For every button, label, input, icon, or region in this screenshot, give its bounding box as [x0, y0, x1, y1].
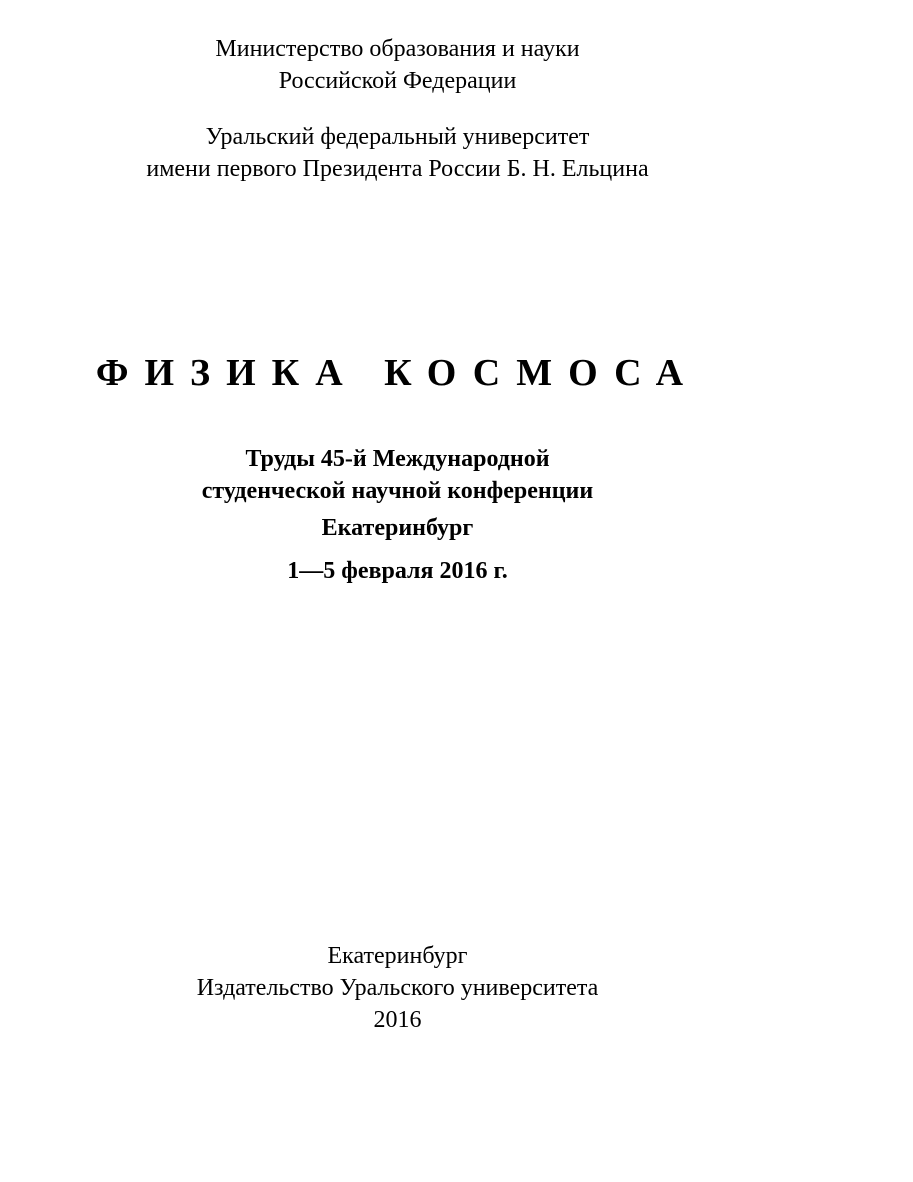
university-line-2: имени первого Президента России Б. Н. Ельцина: [146, 156, 649, 182]
conference-dates: [0, 555, 795, 587]
proceedings-subtitle: [0, 443, 795, 507]
book-title: [0, 351, 795, 395]
university-line-1: Уральский федеральный университет: [205, 124, 590, 150]
subtitle-line-2: студенческой научной конференции: [201, 478, 594, 504]
imprint-year: 2016: [373, 1007, 422, 1033]
imprint: [0, 940, 795, 1036]
conference-city-text: Екатеринбург: [321, 515, 474, 541]
main-title: ФИЗИКА КОСМОСА: [95, 352, 700, 394]
ministry-heading: [0, 33, 795, 97]
university-heading: [0, 121, 795, 185]
conference-city: [0, 512, 795, 544]
subtitle-line-1: Труды 45-й Международной: [245, 446, 550, 472]
conference-dates-text: 1—5 февраля 2016 г.: [287, 558, 508, 584]
ministry-line-1: Министерство образования и науки: [215, 36, 580, 62]
ministry-line-2: Российской Федерации: [278, 68, 517, 94]
imprint-publisher: Издательство Уральского университета: [196, 975, 599, 1001]
imprint-city: Екатеринбург: [327, 943, 468, 969]
